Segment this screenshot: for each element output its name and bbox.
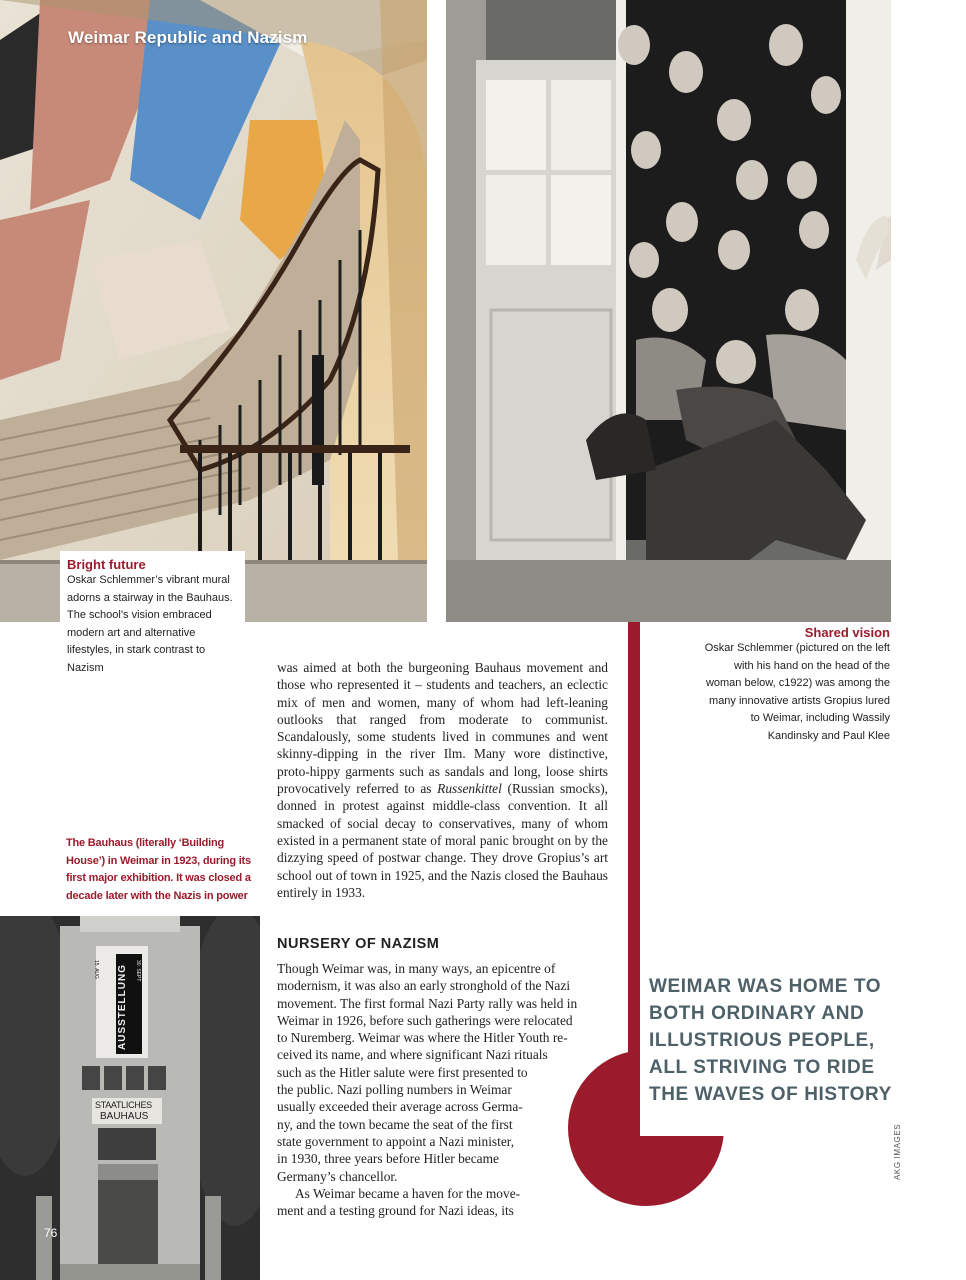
article-line: Though Weimar was, in many ways, an epicentre of	[277, 961, 556, 976]
caption-shared-vision	[700, 625, 890, 745]
pull-quote: WEIMAR WAS HOME TO BOTH ORDINARY AND ILLUSTRIOUS PEOPLE, ALL STRIVING TO RIDE THE WAVES OF HISTORY	[649, 976, 892, 1105]
article-line: movement. The first formal Nazi Party rally was held in	[277, 995, 578, 1011]
article-paragraph-1	[277, 659, 608, 901]
page-number: 76	[44, 1226, 58, 1240]
article-line: the public. Nazi polling numbers in Weimar	[277, 1082, 512, 1098]
article-text: (Russian smocks), donned in protest against middle-class convention. It all smacked of social decay to conservatives, many of whom existed in a permanent state of moral panic brought on by the dizzying speed of postwar change. They drove Gropius’s art school out of town in 1925, and the Nazis closed the Bauhaus entirely in 1933.	[277, 781, 608, 900]
article-line: Germany’s chancellor.	[277, 1168, 398, 1184]
article-line: such as the Hitler salute were first presented to	[277, 1064, 528, 1080]
caption-bright-future	[60, 551, 245, 681]
caption-title: Shared vision	[804, 625, 890, 640]
caption-title: Bright future	[67, 557, 146, 572]
article-line: usually exceeded their average across Germa-	[277, 1099, 523, 1115]
article-text: was aimed at both the burgeoning Bauhaus movement and those who represented it – students and teachers, an eclectic mix of men and women, many of whom had left-leaning outlooks that ranged from moderate to communist. Scandalously, some students lived in communes and went skinny-dipping in the river Ilm. Many wore distinctive, proto-hippy garments such as sandals and long, loose shirts provocatively referred to as	[277, 660, 608, 797]
bauhaus-building-photo	[0, 916, 260, 1280]
stairway-mural-photo	[0, 0, 427, 622]
article-line: state government to appoint a Nazi minister,	[277, 1133, 515, 1149]
article-line: ceived its name, and where significant Nazi rituals	[277, 1047, 548, 1063]
section-subhead: NURSERY OF NAZISM	[277, 936, 440, 952]
article-line: Weimar in 1926, before such gatherings were relocated	[277, 1012, 573, 1028]
section-header: Weimar Republic and Nazism	[68, 28, 308, 47]
photo-credit: AKG IMAGES	[893, 1123, 902, 1180]
article-line: ny, and the town became the seat of the first	[277, 1116, 513, 1132]
group-doorway-photo	[446, 0, 891, 622]
article-line: modernism, it was also an early stronghold of the Nazi	[277, 978, 571, 994]
article-line: ment and a testing ground for Nazi ideas, its	[277, 1203, 514, 1219]
caption-bauhaus-building: The Bauhaus (literally ‘Building House’) in Weimar in 1923, during its first major exhibition. It was closed a decade later with the Nazis in power	[66, 837, 251, 902]
article-line: to Nuremberg. Weimar was where the Hitler Youth re-	[277, 1030, 568, 1046]
sign-staatliches: STAATLICHES	[95, 1100, 152, 1110]
caption-text: Oskar Schlemmer’s vibrant mural adorns a stairway in the Bauhaus. The school’s vision embraced modern art and alternative lifestyles, in stark contrast to Nazism	[67, 574, 233, 674]
banner-date-left: 15. AUG	[93, 960, 99, 979]
article-line: As Weimar became a haven for the move-	[295, 1185, 521, 1201]
sign-bauhaus: BAUHAUS	[100, 1111, 149, 1122]
article-italic-term: Russenkittel	[437, 781, 502, 797]
banner-date-right: 30. SEPT	[135, 960, 141, 982]
article-paragraph-2	[277, 960, 608, 1219]
caption-text: Oskar Schlemmer (pictured on the left with his hand on the head of the woman below, c1922) was among the many innovative artists Gropius lured to Weimar, including Wassily Kandinsky and Paul Klee	[704, 642, 890, 742]
banner-ausstellung: AUSSTELLUNG	[117, 964, 128, 1050]
article-line: in 1930, three years before Hitler became	[277, 1151, 499, 1167]
